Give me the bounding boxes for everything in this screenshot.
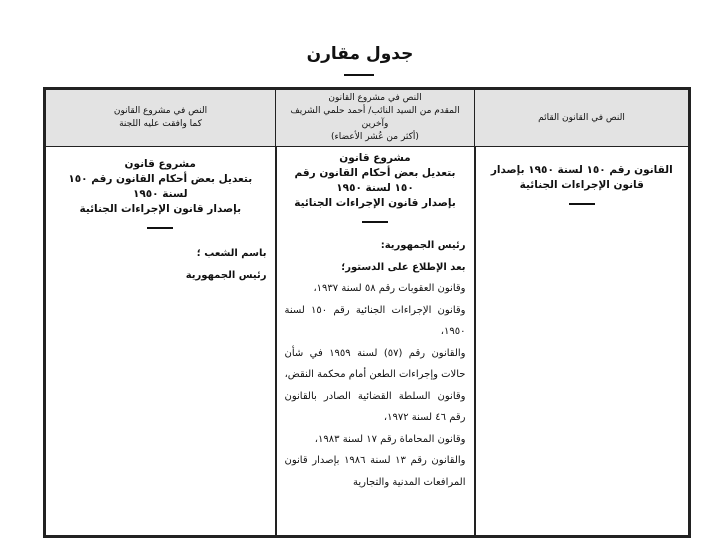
current-law-heading: القانون رقم ١٥٠ لسنة ١٩٥٠ بإصدار قانون الإجراءات الجنائية	[490, 164, 673, 191]
cell-current-law	[475, 147, 690, 537]
header-committee-version: النص في مشروع القانون كما وافقت عليه اللجنة	[45, 89, 276, 147]
preamble-line: وقانون السلطة القضائية الصادر بالقانون رقم ٤٦ لسنة ١٩٧٢،	[284, 390, 466, 423]
bill-subtitle-2: بإصدار قانون الإجراءات الجنائية	[294, 197, 456, 209]
header-proposed-bill: النص في مشروع القانون المقدم من السيد النائب/ أحمد حلمي الشريف وآخرين (أكثر من عُشر الأعضاء)	[276, 89, 475, 147]
preamble-line: رئيس الجمهورية:	[380, 240, 466, 251]
bill-subtitle: بتعديل بعض أحكام القانون رقم ١٥٠ لسنة ١٩٥٠	[294, 167, 456, 194]
preamble-line: بعد الإطلاع على الدستور؛	[341, 261, 466, 273]
preamble-line: والقانون رقم ١٣ لسنة ١٩٨٦ بإصدار قانون المرافعات المدنية والتجارية	[284, 455, 466, 488]
bill-title: مشروع قانون	[339, 152, 411, 164]
comparison-table	[43, 87, 691, 538]
committee-bill-subtitle: بتعديل بعض أحكام القانون رقم ١٥٠ لسنة ١٩٥٠	[68, 173, 253, 200]
committee-bill-subtitle-2: بإصدار قانون الإجراءات الجنائية	[79, 203, 242, 215]
header-current-law: النص في القانون القائم	[475, 89, 690, 147]
preamble-line: وقانون الإجراءات الجنائية رقم ١٥٠ لسنة ١٩٥٠،	[284, 304, 466, 337]
committee-bill-title: مشروع قانون	[124, 158, 196, 170]
cell-proposed-bill	[276, 147, 475, 537]
divider	[569, 203, 595, 205]
preamble-line: رئيس الجمهورية	[185, 269, 267, 281]
divider	[362, 221, 388, 223]
preamble-line: باسم الشعب ؛	[196, 248, 267, 259]
preamble-line: والقانون رقم (٥٧) لسنة ١٩٥٩ في شأن حالات وإجراءات الطعن أمام محكمة النقض،	[284, 347, 466, 380]
cell-committee-version	[45, 147, 276, 537]
divider	[147, 227, 173, 229]
page-title: جدول مقارن	[306, 44, 414, 64]
preamble-line: وقانون المحاماة رقم ١٧ لسنة ١٩٨٣،	[314, 433, 466, 445]
preamble-line: وقانون العقوبات رقم ٥٨ لسنة ١٩٣٧،	[313, 283, 466, 294]
title-underline	[344, 74, 374, 76]
